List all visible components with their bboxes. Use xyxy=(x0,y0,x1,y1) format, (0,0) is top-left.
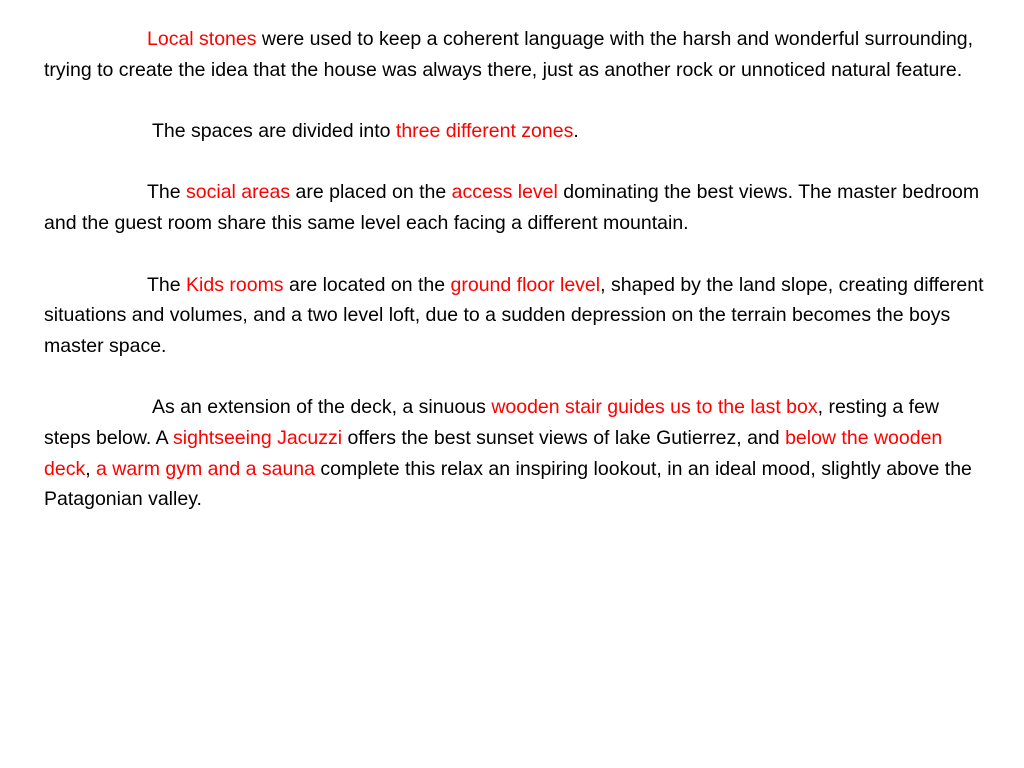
paragraph-kids-rooms xyxy=(44,270,984,362)
text-segment: . xyxy=(573,120,579,143)
highlight-sightseeing-jacuzzi: sightseeing Jacuzzi xyxy=(173,427,343,450)
text-segment: , shaped by the land slope, creating different situations and volumes, and a two level loft, due to a sudden depression on the terrain becomes the boys master space. xyxy=(44,273,984,357)
paragraph-deck-extension xyxy=(44,392,984,515)
paragraph-three-zones xyxy=(44,116,984,147)
highlight-social-areas: social areas xyxy=(186,181,291,204)
highlight-kids-rooms: Kids rooms xyxy=(186,273,284,296)
slide-body xyxy=(44,24,984,546)
text-segment: , xyxy=(85,457,97,480)
text-segment: were used to keep a coherent language with the harsh and wonderful surrounding, trying to create the idea that the house was always there, just as another rock or unnoticed natural feature. xyxy=(44,28,974,81)
text-segment: As an extension of the deck, a sinuous xyxy=(152,396,492,419)
text-segment: complete this relax an inspiring lookout, in an ideal mood, slightly above the Patagonian valley. xyxy=(44,457,972,511)
highlight-three-zones: three different zones xyxy=(395,120,574,143)
text-segment: are located on the xyxy=(283,273,451,296)
text-segment: The xyxy=(147,181,187,204)
highlight-ground-floor-level: ground floor level xyxy=(450,273,601,296)
highlight-gym-and-sauna: a warm gym and a sauna xyxy=(96,457,315,480)
text-segment: dominating the best views. The master bedroom and the guest room share this same level each facing a different mountain. xyxy=(44,181,980,235)
highlight-local-stones: Local stones xyxy=(147,28,257,50)
paragraph-social-areas xyxy=(44,177,984,238)
text-segment: offers the best sunset views of lake Gutierrez, and xyxy=(342,427,786,450)
highlight-below-wooden-deck: below the wooden deck xyxy=(44,427,943,480)
text-segment: are placed on the xyxy=(290,181,452,204)
text-segment: The spaces are divided into xyxy=(152,120,396,143)
paragraph-local-stones xyxy=(44,24,984,85)
text-segment: The xyxy=(147,273,187,296)
text-segment: , resting a few steps below. A xyxy=(44,396,939,450)
highlight-access-level: access level xyxy=(451,181,558,204)
highlight-wooden-stair: wooden stair guides us to the last box xyxy=(491,396,818,419)
